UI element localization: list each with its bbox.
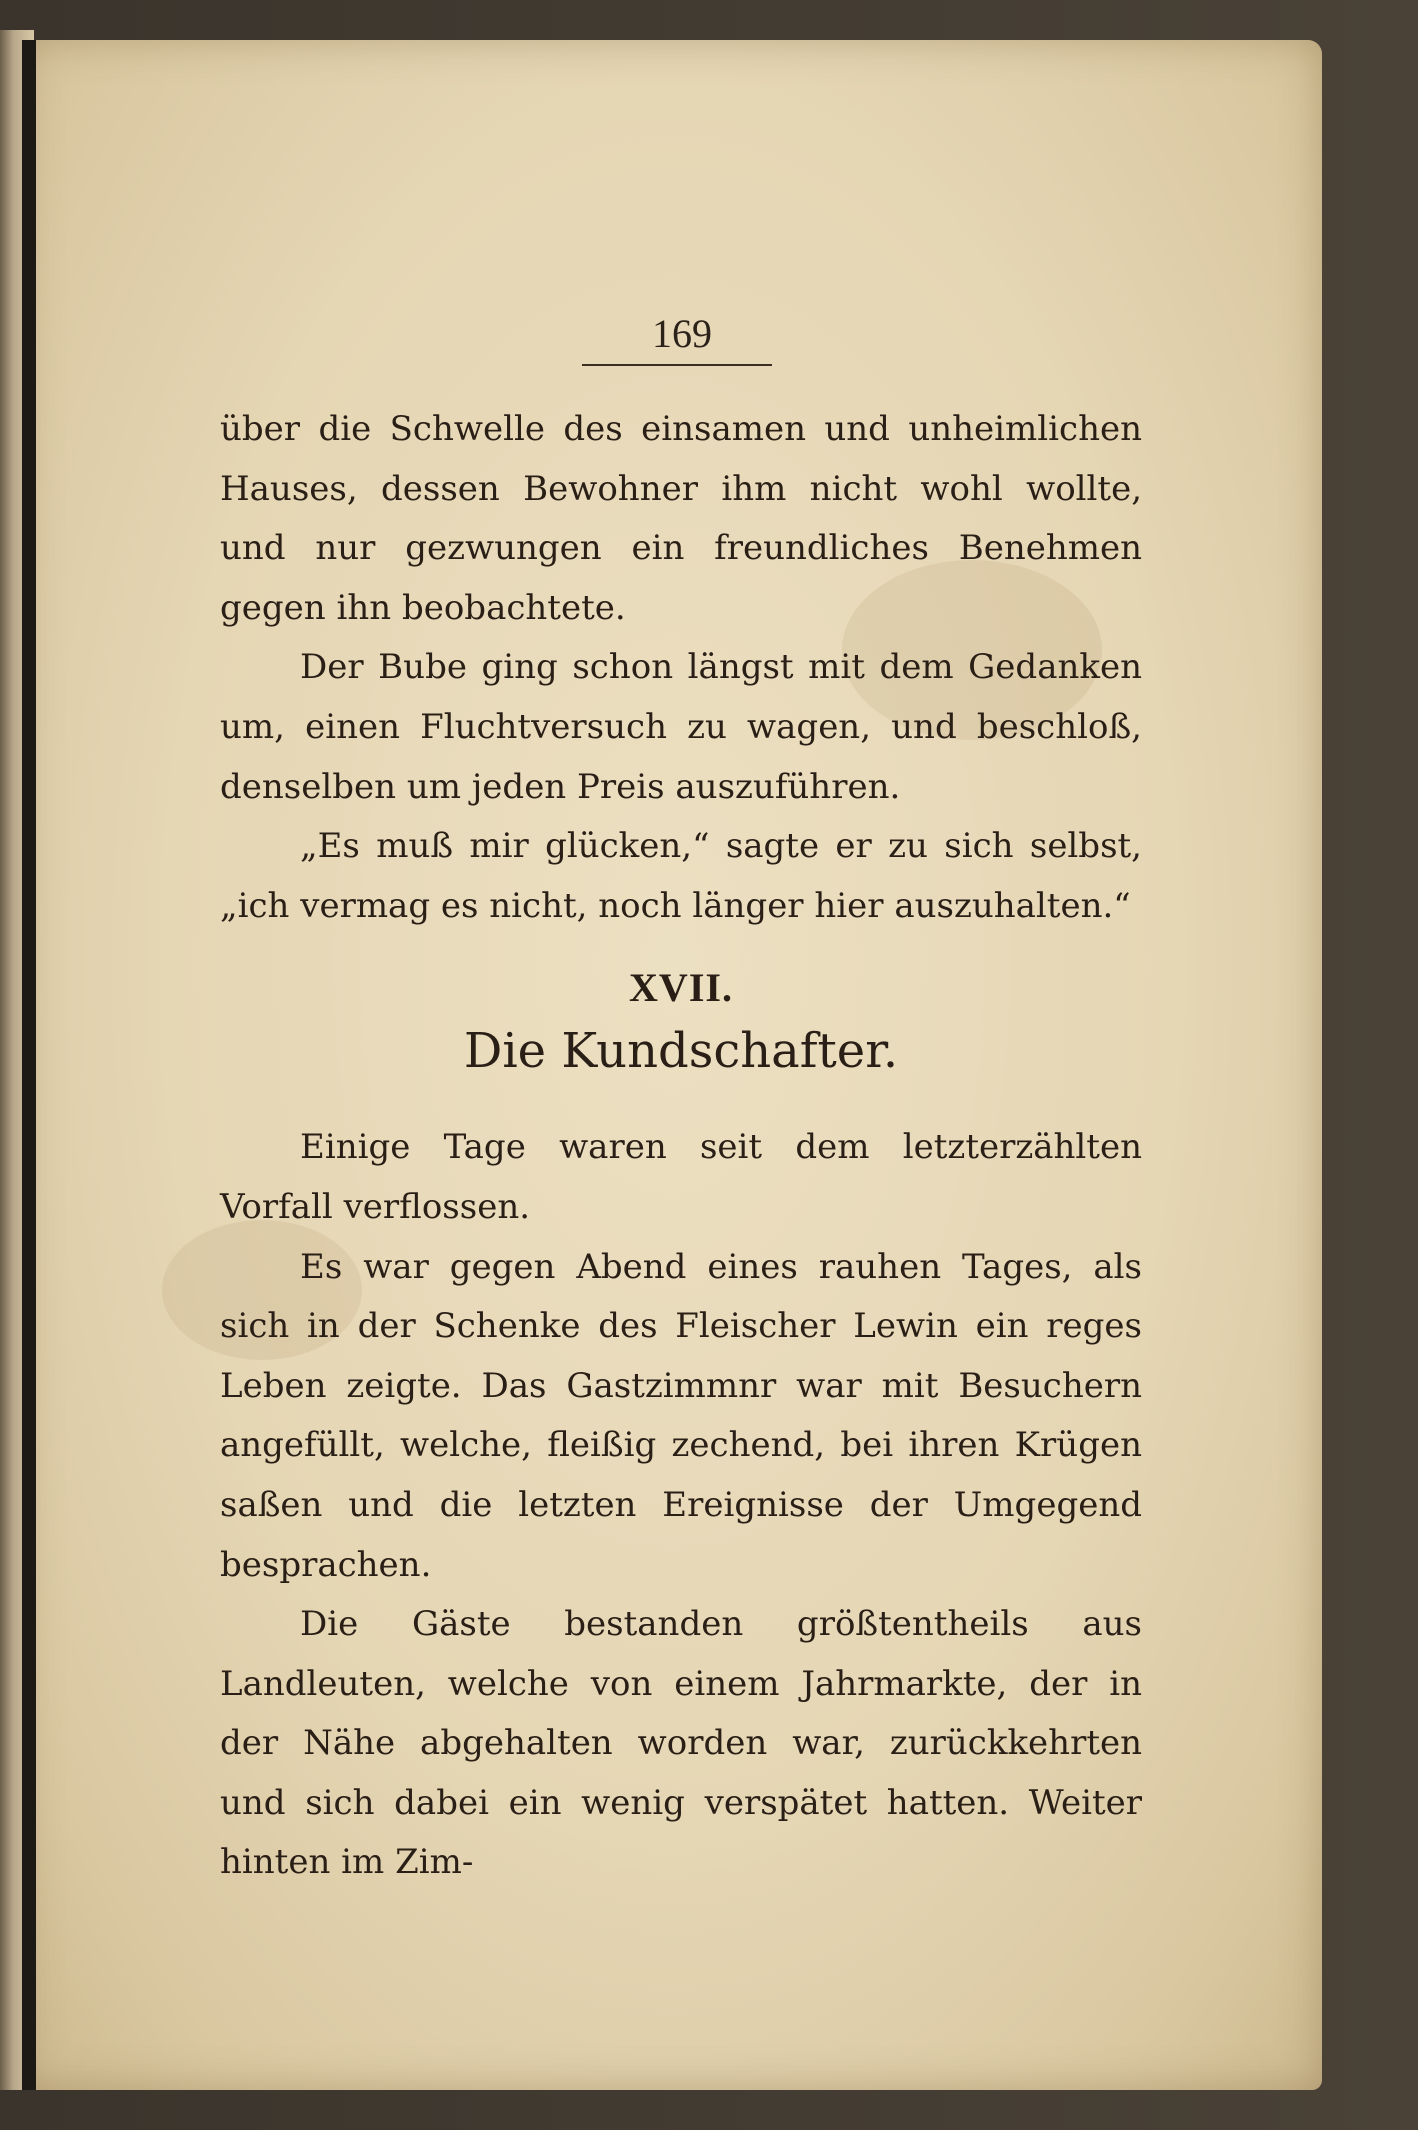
paragraph: über die Schwelle des einsamen und unheimlichen Hauses, dessen Bewohner ihm nicht wohl wollte, und nur gezwungen ein freundliches Benehmen gegen ihn beobachtete.	[220, 409, 1142, 628]
chapter-title: Die Kundschafter.	[463, 1023, 899, 1080]
paragraph: „Es muß mir glücken,“ sagte er zu sich selbst, „ich vermag es nicht, noch länger hier auszuhalten.“	[220, 826, 1142, 926]
page-number: 169	[652, 311, 712, 356]
paragraph: Die Gäste bestanden größtentheils aus Landleuten, welche von einem Jahrmarkte, der in der Nähe abgehalten worden war, zurückkehrten und sich dabei ein wenig verspätet hatten. Weiter hinten im Zim-	[220, 1604, 1142, 1883]
paragraph: Einige Tage waren seit dem letzterzählten Vorfall verflossen.	[220, 1127, 1142, 1227]
chapter-number: XVII.	[629, 965, 733, 1011]
page-body	[220, 400, 1142, 1893]
book-page	[22, 40, 1322, 2090]
paragraph: Es war gegen Abend eines rauhen Tages, als sich in der Schenke des Fleischer Lewin ein reges Leben zeigte. Das Gastzimmnr war mit Besuchern angefüllt, welche, fleißig zechend, bei ihren Krügen saßen und die letzten Ereignisse der Umgegend besprachen.	[220, 1246, 1142, 1585]
page-number-rule	[582, 364, 772, 366]
paragraph: Der Bube ging schon längst mit dem Gedanken um, einen Fluchtversuch zu wagen, und beschloß, denselben um jeden Preis auszuführen.	[220, 647, 1142, 807]
book-spine	[22, 40, 36, 2090]
